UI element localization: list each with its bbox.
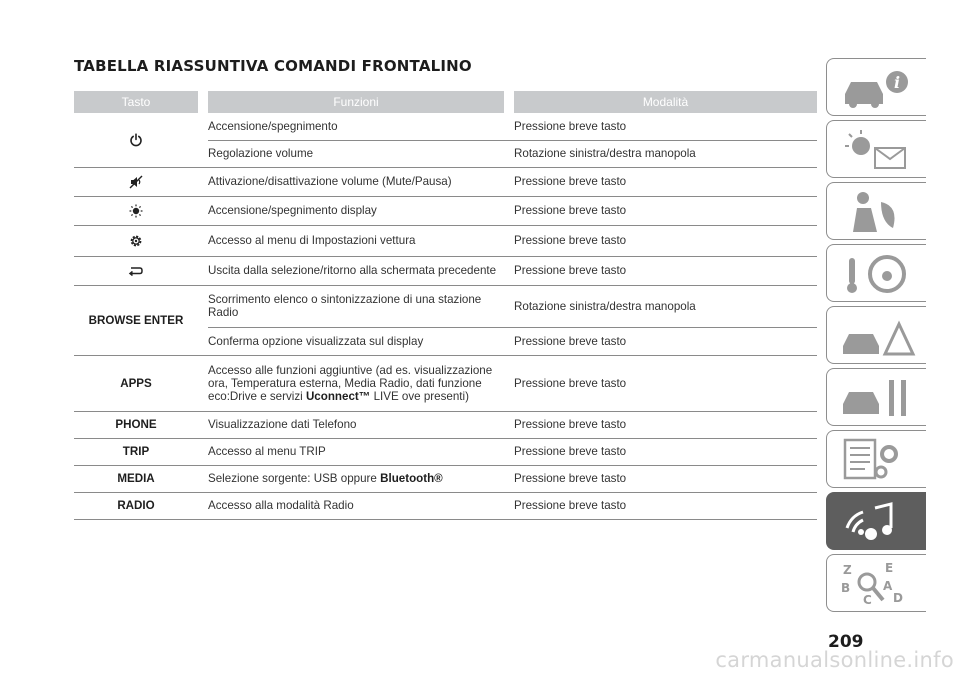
warning-lights-icon [837,126,917,174]
display-brightness-icon [129,204,143,218]
header-modalita: Modalità [514,91,817,113]
tab-car-info[interactable] [826,58,926,116]
svg-text:E: E [885,561,894,575]
browse-enter-key: BROWSE ENTER [74,285,198,355]
radio-key: RADIO [74,492,198,519]
chapter-tabs [826,58,928,614]
mode-cell: Pressione breve tasto [514,438,817,465]
table-row [74,492,817,519]
function-cell: Accesso al menu di Impostazioni vettura [208,225,504,256]
tab-safety[interactable] [826,182,926,240]
function-cell: Accensione/spegnimento [208,113,504,140]
mode-cell: Pressione breve tasto [514,256,817,285]
function-cell: Visualizzazione dati Telefono [208,411,504,438]
trip-key: TRIP [74,438,198,465]
settings-gear-icon [128,233,144,249]
mode-cell: Pressione breve tasto [514,225,817,256]
power-key [74,113,198,167]
table-row [74,438,817,465]
page-number: 209 [828,632,864,652]
function-cell: Accesso alle funzioni aggiuntive (ad es. visualizzazione ora, Temperatura esterna, Media Radio, dati funzione eco:Drive e servizi Uconnect™ LIVE ove presenti) [208,355,504,411]
svg-text:Z: Z [843,563,852,577]
svg-text:i: i [894,73,901,92]
function-cell: Uscita dalla selezione/ritorno alla schermata precedente [208,256,504,285]
tab-index[interactable] [826,554,926,612]
mode-cell: Rotazione sinistra/destra manopola [514,140,817,167]
index-icon [837,560,917,608]
mode-cell: Pressione breve tasto [514,411,817,438]
mode-cell: Pressione breve tasto [514,492,817,519]
mode-cell: Rotazione sinistra/destra manopola [514,285,817,327]
svg-text:B: B [841,581,851,595]
svg-text:D: D [893,591,903,605]
apps-key: APPS [74,355,198,411]
table-row [74,465,817,492]
table-row [74,225,817,256]
table-row [74,256,817,285]
media-key: MEDIA [74,465,198,492]
function-cell: Conferma opzione visualizzata sul display [208,327,504,355]
mute-icon [129,175,143,189]
power-icon [129,133,143,147]
display-key [74,196,198,225]
function-cell: Accesso al menu TRIP [208,438,504,465]
table-row [74,167,817,196]
technical-data-icon [837,436,917,484]
function-cell: Accesso alla modalità Radio [208,492,504,519]
watermark: carmanualsonline.info [715,648,954,672]
mode-cell: Pressione breve tasto [514,355,817,411]
back-key [74,256,198,285]
driving-icon [837,250,917,298]
svg-text:A: A [883,579,893,593]
safety-icon [837,188,917,236]
commands-table [74,91,817,520]
tab-maintenance[interactable] [826,368,926,426]
emergency-icon [837,312,917,360]
mute-key [74,167,198,196]
mode-cell: Pressione breve tasto [514,327,817,355]
header-tasto: Tasto [74,91,198,113]
table-row [74,355,817,411]
function-cell: Scorrimento elenco o sintonizzazione di una stazione Radio [208,285,504,327]
back-arrow-icon [128,265,144,277]
header-funzioni: Funzioni [208,91,504,113]
mode-cell: Pressione breve tasto [514,196,817,225]
function-cell: Regolazione volume [208,140,504,167]
car-info-icon [837,64,917,112]
mode-cell: Pressione breve tasto [514,167,817,196]
tab-driving[interactable] [826,244,926,302]
multimedia-icon [837,498,917,546]
tab-multimedia[interactable] [826,492,926,550]
page-title: TABELLA RIASSUNTIVA COMANDI FRONTALINO [74,57,472,75]
table-row [74,196,817,225]
mode-cell: Pressione breve tasto [514,465,817,492]
table-row [74,285,817,327]
maintenance-icon [837,374,917,422]
function-cell: Accensione/spegnimento display [208,196,504,225]
tab-technical-data[interactable] [826,430,926,488]
table-row [74,113,817,140]
tab-warning-lights[interactable] [826,120,926,178]
mode-cell: Pressione breve tasto [514,113,817,140]
settings-key [74,225,198,256]
tab-emergency[interactable] [826,306,926,364]
table-header [74,91,817,113]
phone-key: PHONE [74,411,198,438]
svg-text:C: C [863,593,872,607]
function-cell: Selezione sorgente: USB oppure Bluetooth® [208,465,504,492]
function-cell: Attivazione/disattivazione volume (Mute/Pausa) [208,167,504,196]
table-row [74,411,817,438]
